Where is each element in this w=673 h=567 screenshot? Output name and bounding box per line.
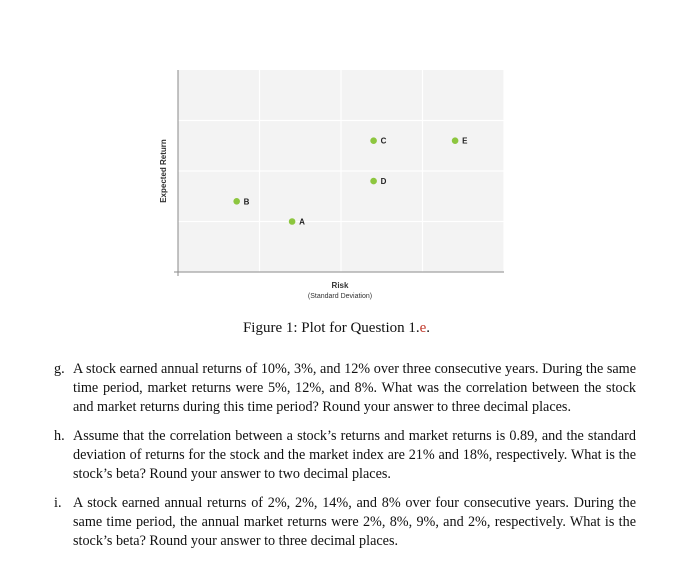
data-point-d <box>370 178 377 185</box>
question-marker: i. <box>54 495 62 511</box>
data-label-c: C <box>380 136 387 146</box>
y-axis-label: Expected Return <box>159 139 168 203</box>
question-marker: h. <box>54 428 65 444</box>
data-point-e <box>452 137 459 144</box>
data-label-d: D <box>380 177 387 187</box>
question-marker: g. <box>54 361 65 377</box>
question-i <box>54 494 636 551</box>
data-point-c <box>370 137 377 144</box>
data-point-a <box>289 218 296 225</box>
x-axis-sublabel: (Standard Deviation) <box>307 293 373 300</box>
data-label-e: E <box>462 136 468 146</box>
data-label-b: B <box>243 197 250 207</box>
question-text: A stock earned annual returns of 10%, 3%, and 12% over three consecutive years. During the same time period, market returns were 5%, 12%, and 8%. What was the correlation between the stock and market returns during this time period? Round your answer to three decimal places. <box>73 361 636 415</box>
question-h <box>54 427 636 484</box>
data-label-a: A <box>299 217 305 227</box>
caption-prefix: Figure 1: Plot for Question 1. <box>242 320 420 336</box>
question-list <box>54 360 636 561</box>
caption-suffix: . <box>426 320 431 336</box>
question-text: A stock earned annual returns of 2%, 2%, 14%, and 8% over four consecutive years. During the same time period, the annual market returns were 2%, 8%, 9%, and 2%, respectively. What is the stock’s beta? Round your answer to three decimal places. <box>73 495 636 549</box>
caption-reference-link[interactable]: e <box>419 320 427 336</box>
data-point-b <box>233 198 240 205</box>
figure-caption <box>0 320 673 337</box>
question-text: Assume that the correlation between a stock’s returns and market returns is 0.89, and the standard deviation of returns for the stock and the market index are 21% and 18%, respectively. What is the stock’s beta? Round your answer to two decimal places. <box>73 428 636 482</box>
x-axis-label: Risk <box>331 281 349 290</box>
question-g <box>54 360 636 417</box>
